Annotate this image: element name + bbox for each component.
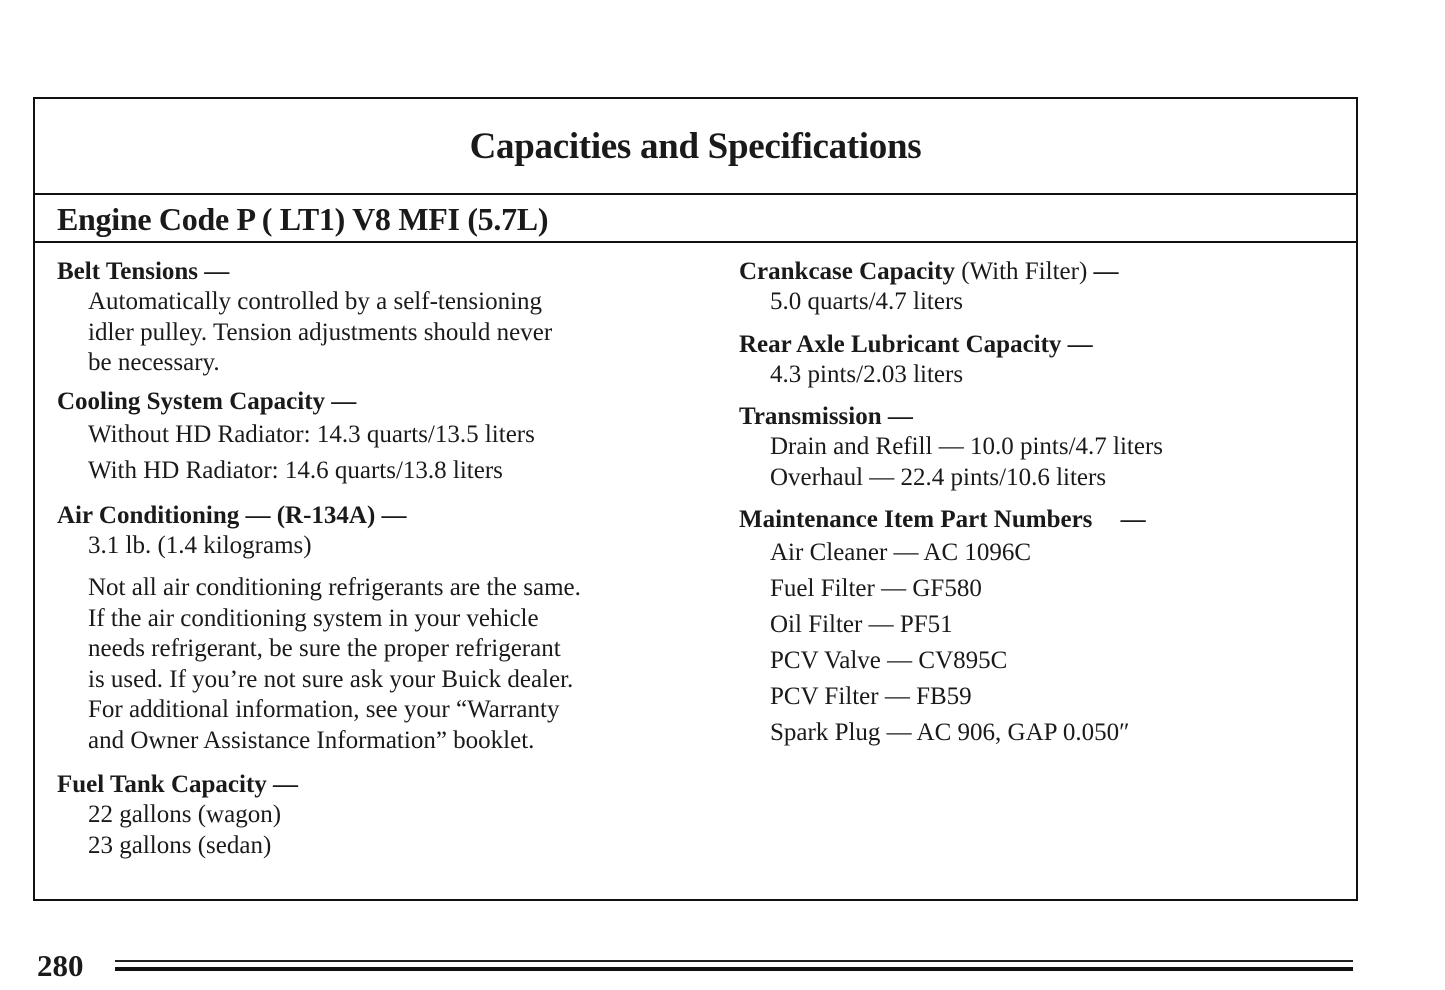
maintenance-heading xyxy=(739,505,1339,535)
maintenance-heading-dash: — xyxy=(1120,506,1146,533)
belt-tensions-line: be necessary. xyxy=(88,349,220,376)
air-conditioning-note-line: For additional information, see your “Warranty xyxy=(88,696,560,723)
page-footer xyxy=(37,946,1353,986)
right-column xyxy=(739,257,1339,751)
air-conditioning-amount: 3.1 lb. (1.4 kilograms) xyxy=(88,531,312,559)
maintenance-section xyxy=(739,505,1339,751)
air-conditioning-note-line: is used. If you’re not sure ask your Buick dealer. xyxy=(88,665,574,693)
crankcase-heading-text: Crankcase Capacity xyxy=(739,258,955,285)
rear-axle-value: 4.3 pints/2.03 liters xyxy=(770,360,964,388)
air-conditioning-note-line: needs refrigerant, be sure the proper refrigerant xyxy=(88,635,561,662)
maintenance-item: PCV Valve — CV895C xyxy=(770,647,1008,674)
maintenance-item: Fuel Filter — GF580 xyxy=(770,575,982,602)
transmission-line: Overhaul — 22.4 pints/10.6 liters xyxy=(770,463,1107,491)
crankcase-value: 5.0 quarts/4.7 liters xyxy=(770,288,964,315)
cooling-section xyxy=(57,387,697,489)
maintenance-item: Spark Plug — AC 906, GAP 0.050″ xyxy=(770,719,1130,746)
cooling-line: With HD Radiator: 14.6 quarts/13.8 liters xyxy=(88,456,503,484)
cooling-line: Without HD Radiator: 14.3 quarts/13.5 liters xyxy=(88,420,535,448)
belt-tensions-line: Automatically controlled by a self-tensioning xyxy=(88,288,543,315)
spec-table-frame xyxy=(33,97,1358,901)
belt-tensions-line: idler pulley. Tension adjustments should never xyxy=(88,318,553,346)
air-conditioning-note-line: Not all air conditioning refrigerants are the same. xyxy=(88,574,581,601)
footer-rule-thin xyxy=(115,960,1353,962)
maintenance-item: Oil Filter — PF51 xyxy=(770,611,953,638)
air-conditioning-section xyxy=(57,501,697,757)
engine-band xyxy=(35,195,1356,243)
transmission-section xyxy=(739,402,1339,493)
air-conditioning-heading: Air Conditioning — (R-134A) — xyxy=(57,501,407,529)
page-title: Capacities and Specifications xyxy=(469,125,922,167)
crankcase-section xyxy=(739,257,1339,318)
crankcase-heading-note: (With Filter) xyxy=(961,258,1088,285)
transmission-line: Drain and Refill — 10.0 pints/4.7 liters xyxy=(770,433,1164,460)
transmission-heading: Transmission — xyxy=(739,403,913,430)
page-number: 280 xyxy=(37,948,84,983)
belt-tensions-heading: Belt Tensions — xyxy=(57,258,230,285)
engine-heading: Engine Code P ( LT1) V8 MFI (5.7L) xyxy=(57,201,549,237)
maintenance-item: PCV Filter — FB59 xyxy=(770,683,972,710)
title-band xyxy=(35,99,1356,195)
air-conditioning-note-line: If the air conditioning system in your vehicle xyxy=(88,604,539,632)
fuel-tank-section xyxy=(57,770,697,861)
crankcase-heading-dash: — xyxy=(1093,258,1119,285)
belt-tensions-section xyxy=(57,257,697,379)
left-column xyxy=(57,257,697,861)
fuel-tank-line: 23 gallons (sedan) xyxy=(88,831,272,859)
rear-axle-section xyxy=(739,330,1339,391)
fuel-tank-heading: Fuel Tank Capacity — xyxy=(57,771,299,798)
crankcase-heading xyxy=(739,257,1339,287)
maintenance-item: Air Cleaner — AC 1096C xyxy=(770,539,1032,566)
fuel-tank-line: 22 gallons (wagon) xyxy=(88,801,282,828)
air-conditioning-note-line: and Owner Assistance Information” booklet. xyxy=(88,726,535,754)
footer-rule-thick xyxy=(115,967,1353,971)
rear-axle-heading: Rear Axle Lubricant Capacity — xyxy=(739,330,1093,358)
maintenance-heading-text: Maintenance Item Part Numbers xyxy=(739,506,1093,533)
cooling-heading: Cooling System Capacity — xyxy=(57,387,357,415)
